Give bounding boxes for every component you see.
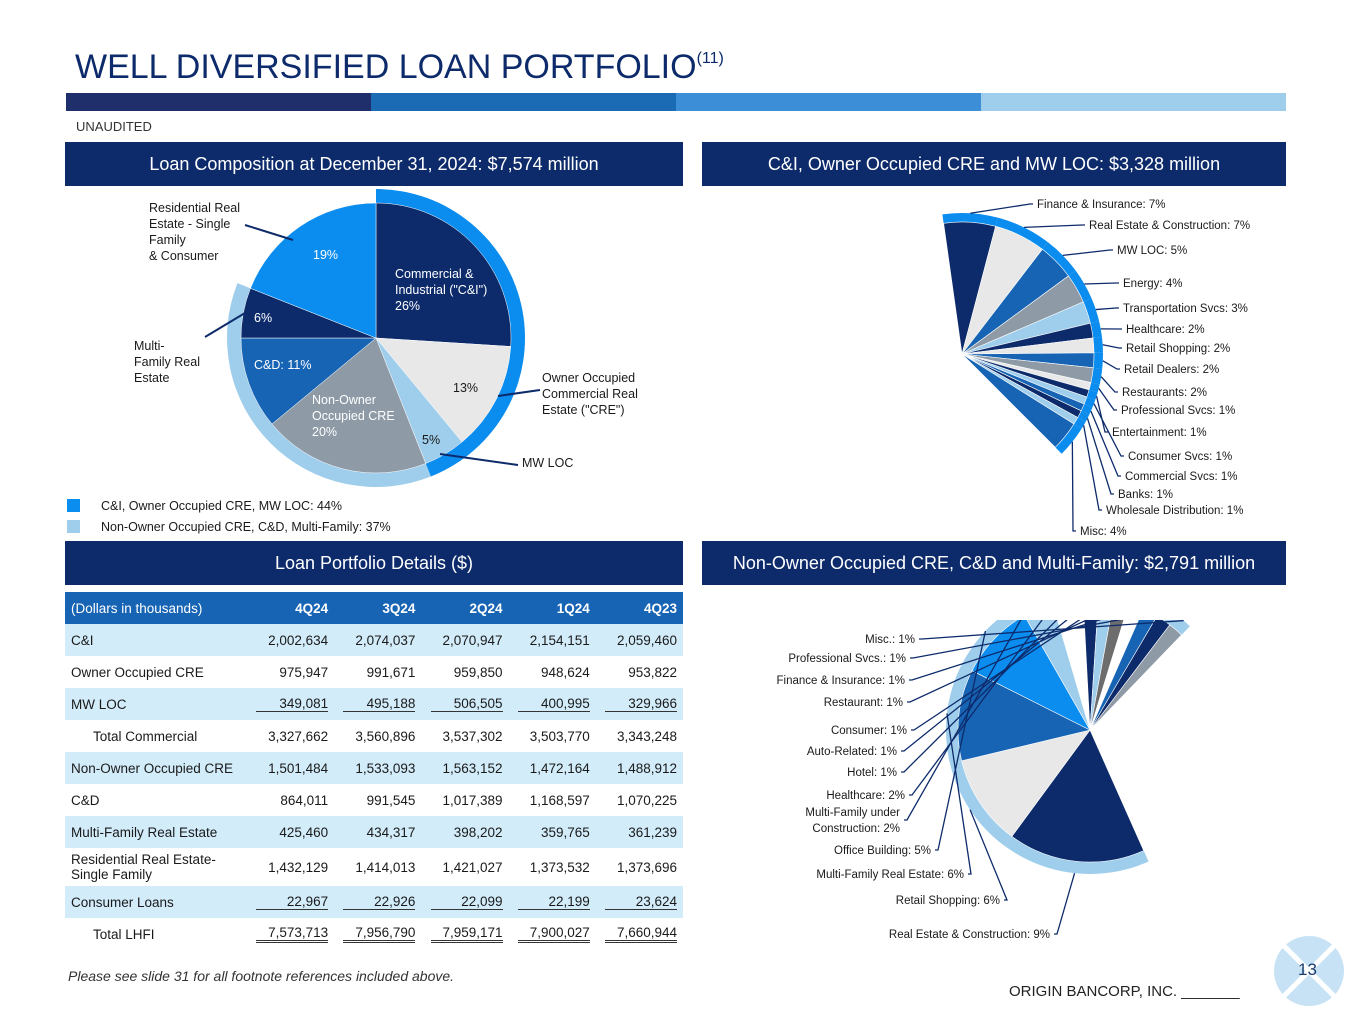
stripe-mid-blue [371, 93, 676, 111]
pie-slice-label: Professional Svcs.: 1% [788, 653, 906, 665]
row-label: Owner Occupied CRE [71, 664, 204, 680]
unaudited-label: UNAUDITED [76, 119, 152, 134]
row-label: Total LHFI [93, 926, 155, 942]
leader-line [1084, 283, 1119, 284]
column-header: 4Q23 [596, 592, 683, 624]
stripe-light-blue [981, 93, 1286, 111]
row-label: Consumer Loans [65, 886, 247, 918]
table-cell: 959,850 [453, 664, 503, 680]
table-cell: 434,317 [334, 816, 421, 848]
table-cell: 329,966 [596, 688, 683, 720]
table-row [65, 848, 683, 886]
table-cell: 1,563,152 [421, 752, 508, 784]
table-cell: 425,460 [247, 816, 334, 848]
table-cell: 1,373,696 [616, 859, 677, 875]
table-cell: 2,154,151 [509, 624, 596, 656]
header-noo-breakdown: Non-Owner Occupied CRE, C&D and Multi-Family: $2,791 million [702, 541, 1286, 585]
row-label: C&I [65, 624, 247, 656]
pie-slice-label: Restaurant: 1% [823, 697, 903, 709]
table-cell: 1,533,093 [334, 752, 421, 784]
table-cell: 400,995 [509, 688, 596, 720]
column-header: 1Q24 [509, 592, 596, 624]
row-label: Non-Owner Occupied CRE [65, 752, 247, 784]
row-label: Multi-Family Real Estate [65, 816, 247, 848]
table-row [65, 720, 683, 752]
legend-swatch-noncommercial [67, 520, 80, 533]
table-row [65, 784, 683, 816]
loan-details-table [65, 592, 683, 950]
table-cell: 22,199 [509, 886, 596, 918]
leader-line [1063, 250, 1113, 255]
leader-line [1024, 225, 1085, 227]
table-cell: 7,956,790 [334, 918, 421, 950]
leader-line [1084, 425, 1102, 510]
pie-slice-label: Retail Dealers: 2% [1124, 364, 1220, 376]
table-cell: 991,671 [366, 664, 416, 680]
pie-slice-label: Real Estate & Construction: 7% [1089, 220, 1251, 232]
pie-slice-label: Auto-Related: 1% [806, 746, 897, 758]
table-row [65, 688, 683, 720]
leader-line [1103, 361, 1120, 369]
pie-slice-label: Hotel: 1% [847, 767, 897, 779]
table-cell: 3,560,896 [355, 728, 416, 744]
residential-label: Residential Real Estate - Single Family & Consumer [149, 201, 241, 263]
stripe-navy [66, 93, 371, 111]
pie-slice-label: Energy: 4% [1123, 278, 1183, 290]
pie-slice-label: Consumer Svcs: 1% [1128, 451, 1233, 463]
company-name: ORIGIN BANCORP, INC. _______ [1009, 983, 1240, 1000]
legend-swatch-commercial [67, 499, 80, 512]
header-ci-breakdown: C&I, Owner Occupied CRE and MW LOC: $3,328 million [702, 142, 1286, 186]
pie-slice-label: Finance & Insurance: 7% [1037, 199, 1166, 211]
column-header: 4Q24 [247, 592, 334, 624]
column-header: (Dollars in thousands) [65, 592, 247, 624]
pie-slice-label: Healthcare: 2% [1126, 324, 1205, 336]
pie-slice-label: Banks: 1% [1118, 489, 1173, 501]
table-cell: 359,765 [509, 816, 596, 848]
table-row [65, 752, 683, 784]
pie-slice-label: Multi-Family Real Estate: 6% [816, 869, 964, 881]
table-cell: 864,011 [280, 792, 329, 808]
pie-slice-label: Restaurants: 2% [1122, 387, 1208, 399]
table-cell: 495,188 [334, 688, 421, 720]
table-cell: 3,537,302 [442, 728, 503, 744]
table-row [65, 656, 683, 688]
pie-slice-label: Misc.: 1% [865, 634, 915, 646]
table-cell: 1,501,484 [247, 752, 334, 784]
table-cell: 22,099 [421, 886, 508, 918]
table-cell: 3,343,248 [616, 728, 677, 744]
table-cell: 7,959,171 [421, 918, 508, 950]
leader-line [970, 204, 1033, 213]
pie-slice-label: Consumer: 1% [830, 725, 907, 737]
table-cell: 991,545 [366, 792, 416, 808]
ci-slice-label: Commercial & Industrial ("C&I") 26% [395, 267, 488, 313]
leader-line-residential [245, 225, 293, 240]
table-cell: 361,239 [596, 816, 683, 848]
table-cell: 1,432,129 [268, 859, 329, 875]
table-cell: 7,660,944 [596, 918, 683, 950]
pie-slice-label: Office Building: 5% [834, 845, 931, 857]
table-cell: 7,573,713 [247, 918, 334, 950]
residential-slice-value: 19% [313, 248, 339, 262]
multifamily-slice-value: 6% [254, 311, 273, 325]
row-label: Residential Real Estate- Single Family [71, 852, 216, 882]
table-cell: 1,070,225 [616, 792, 677, 808]
table-row [65, 816, 683, 848]
table-cell: 953,822 [628, 664, 677, 680]
table-cell: 948,624 [540, 664, 590, 680]
multifamily-label: Multi-Family Real Estate [134, 339, 200, 385]
leader-line [1103, 345, 1122, 348]
pie-slice-label: Finance & Insurance: 1% [776, 675, 905, 687]
table-cell: 2,059,460 [596, 624, 683, 656]
oocre-label: Owner Occupied Commercial Real Estate ("CRE") [542, 371, 638, 417]
table-cell: 1,017,389 [442, 792, 503, 808]
pie-slice-label: Commercial Svcs: 1% [1125, 471, 1238, 483]
table-row [65, 918, 683, 950]
table-cell: 506,505 [421, 688, 508, 720]
table-cell: 22,967 [247, 886, 334, 918]
table-row [65, 886, 683, 918]
table-cell: 2,070,947 [421, 624, 508, 656]
table-cell: 1,414,013 [355, 859, 416, 875]
table-cell: 1,421,027 [442, 859, 503, 875]
table-cell: 7,900,027 [509, 918, 596, 950]
table-cell: 22,926 [334, 886, 421, 918]
table-cell: 2,074,037 [334, 624, 421, 656]
header-details: Loan Portfolio Details ($) [65, 541, 683, 585]
pie-slice-label: Healthcare: 2% [826, 790, 905, 802]
pie-slice-label: Real Estate & Construction: 9% [888, 929, 1050, 941]
ci-breakdown-pie-chart [700, 188, 1290, 540]
noo-breakdown-pie-chart [700, 620, 1290, 950]
leader-line [1101, 377, 1118, 392]
pie-slice-label: Wholesale Distribution: 1% [1106, 505, 1244, 517]
leader-line [1054, 873, 1075, 934]
page-title: WELL DIVERSIFIED LOAN PORTFOLIO$^{(11)}$ [75, 48, 724, 86]
pie-slice-label: Professional Svcs: 1% [1121, 405, 1236, 417]
table-cell: 1,472,164 [509, 752, 596, 784]
table-cell: 3,503,770 [529, 728, 590, 744]
pie-slice-label: Transportation Svcs: 3% [1123, 303, 1248, 315]
footnote: Please see slide 31 for all footnote references included above. [68, 968, 455, 984]
title-footnote: (11) [696, 50, 724, 67]
table-cell: 3,327,662 [268, 728, 329, 744]
table-cell: 1,168,597 [529, 792, 590, 808]
pie-slice-label: Retail Shopping: 6% [895, 895, 1000, 907]
row-label: MW LOC [65, 688, 247, 720]
mwloc-slice-value: 5% [422, 433, 441, 447]
table-cell: 349,081 [247, 688, 334, 720]
table-header-row [65, 592, 683, 624]
stripe-bright-blue [676, 93, 981, 111]
table-row [65, 624, 683, 656]
table-cell: 975,947 [279, 664, 329, 680]
oocre-slice-value: 13% [453, 381, 479, 395]
column-header: 3Q24 [334, 592, 421, 624]
column-header: 2Q24 [421, 592, 508, 624]
leader-line [1096, 308, 1119, 310]
table-cell: 23,624 [596, 886, 683, 918]
legend-label-commercial: C&I, Owner Occupied CRE, MW LOC: 44% [101, 499, 343, 513]
table-cell: 2,002,634 [247, 624, 334, 656]
pie-slice-label: Misc: 4% [1080, 526, 1127, 538]
page-number: 13 [1298, 960, 1317, 979]
row-label: C&D [71, 792, 100, 808]
cd-slice-value: C&D: 11% [254, 358, 312, 372]
legend-label-noncommercial: Non-Owner Occupied CRE, C&D, Multi-Family: 37% [101, 520, 391, 534]
row-label: Total Commercial [93, 728, 198, 744]
nooc-slice-label: Non-Owner Occupied CRE 20% [312, 393, 395, 439]
header-loan-composition: Loan Composition at December 31, 2024: $7,574 million [65, 142, 683, 186]
pie-slice-label: Entertainment: 1% [1112, 427, 1207, 439]
table-cell: 398,202 [421, 816, 508, 848]
table-cell: 1,488,912 [596, 752, 683, 784]
mwloc-label: MW LOC [522, 456, 574, 470]
table-cell: 1,373,532 [529, 859, 590, 875]
pie-slice-label: Retail Shopping: 2% [1126, 343, 1231, 355]
pie-slice-label: MW LOC: 5% [1117, 245, 1188, 257]
pie-slice-label: Multi-Family under Construction: 2% [805, 807, 900, 835]
loan-composition-pie-chart [0, 180, 690, 500]
leader-line [1072, 442, 1076, 531]
